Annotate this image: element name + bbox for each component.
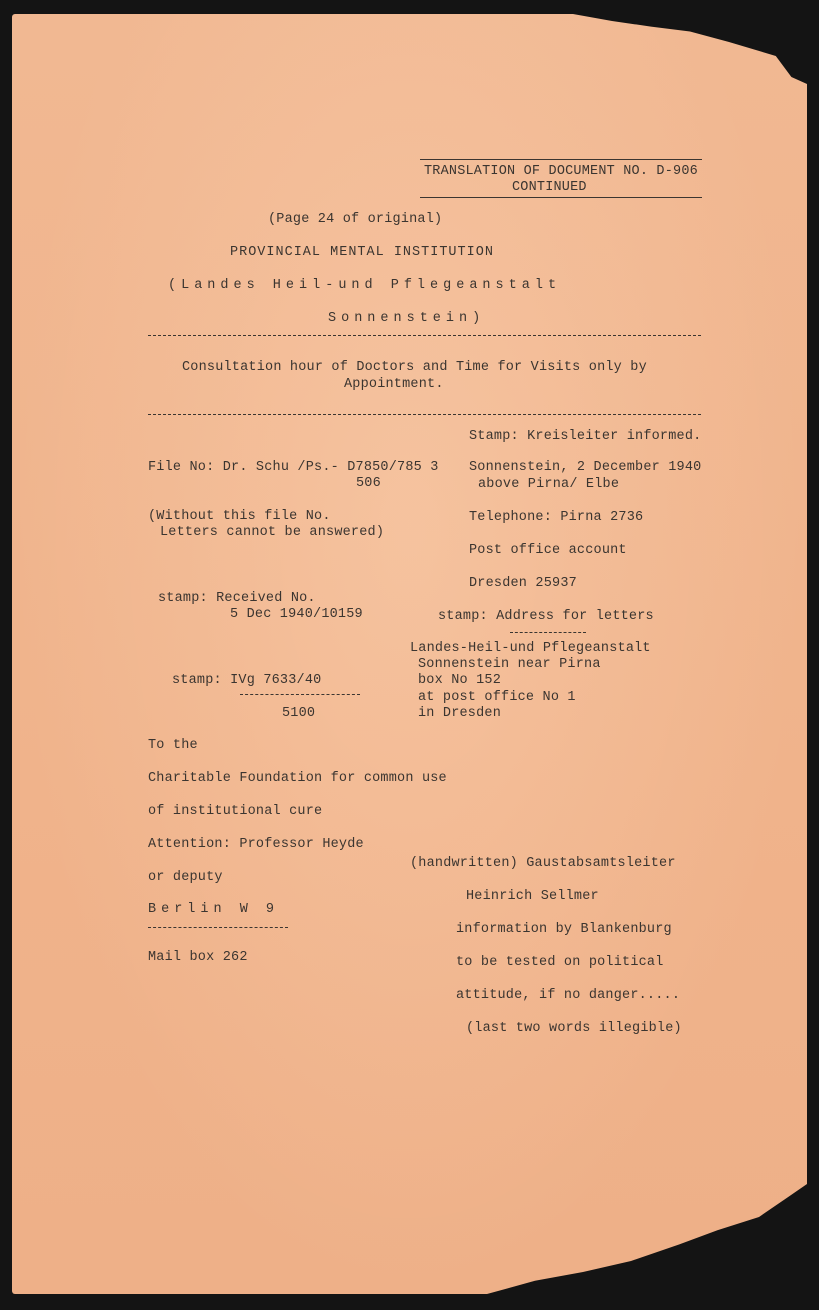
ivg-number: 5100 [282,706,316,721]
address-line: Landes-Heil-und Pflegeanstalt [410,641,651,656]
date-line: Sonnenstein, 2 December 1940 [469,460,702,475]
to-the: To the [148,738,198,753]
addressee-line: Charitable Foundation for common use [148,771,447,786]
institution-name: PROVINCIAL MENTAL INSTITUTION [230,245,494,260]
page-note: (Page 24 of original) [268,212,443,227]
file-number: File No: Dr. Schu /Ps.- D7850/785 3 [148,460,439,475]
institution-place: Sonnenstein) [328,311,486,326]
address-line: in Dresden [418,706,502,721]
divider [510,632,586,633]
received-number: 5 Dec 1940/10159 [230,607,363,622]
divider [148,414,701,415]
stamp-received: stamp: Received No. [158,591,316,606]
stamp-kreisleiter: Stamp: Kreisleiter informed. [469,429,702,444]
telephone: Telephone: Pirna 2736 [469,510,644,525]
divider [240,694,360,695]
city-line: Berlin W 9 [148,902,280,917]
document-header: TRANSLATION OF DOCUMENT NO. D-906 [424,164,698,179]
stamp-address: stamp: Address for letters [438,609,654,624]
header-rule-top [420,159,702,160]
location-line: above Pirna/ Elbe [478,477,620,492]
handwritten-note: (last two words illegible) [466,1021,682,1036]
dresden-account: Dresden 25937 [469,576,577,591]
handwritten-note: attitude, if no danger..... [456,988,681,1003]
attention-line: Attention: Professor Heyde [148,837,364,852]
divider [148,335,701,336]
addressee-line: of institutional cure [148,804,323,819]
continued-label: CONTINUED [512,180,587,195]
address-line: at post office No 1 [418,690,576,705]
handwritten-note: to be tested on political [456,955,664,970]
header-rule-bottom [420,197,702,198]
file-number-2: 506 [356,476,381,491]
file-note-2: Letters cannot be answered) [160,525,385,540]
mailbox-line: Mail box 262 [148,950,248,965]
consultation-note: Consultation hour of Doctors and Time for Visits only by [182,360,647,375]
consultation-note-2: Appointment. [344,377,444,392]
address-line: Sonnenstein near Pirna [418,657,601,672]
torn-corner-bottom [487,1184,807,1294]
torn-corner [547,14,807,84]
deputy-line: or deputy [148,870,223,885]
address-line: box No 152 [418,673,502,688]
file-note: (Without this file No. [148,509,331,524]
divider [148,927,288,928]
stamp-ivg: stamp: IVg 7633/40 [172,673,322,688]
handwritten-note: Heinrich Sellmer [466,889,599,904]
institution-german: (Landes Heil-und Pflegeanstalt [168,278,562,293]
handwritten-note: information by Blankenburg [456,922,672,937]
post-office-account: Post office account [469,543,627,558]
handwritten-note: (handwritten) Gaustabsamtsleiter [410,856,676,871]
